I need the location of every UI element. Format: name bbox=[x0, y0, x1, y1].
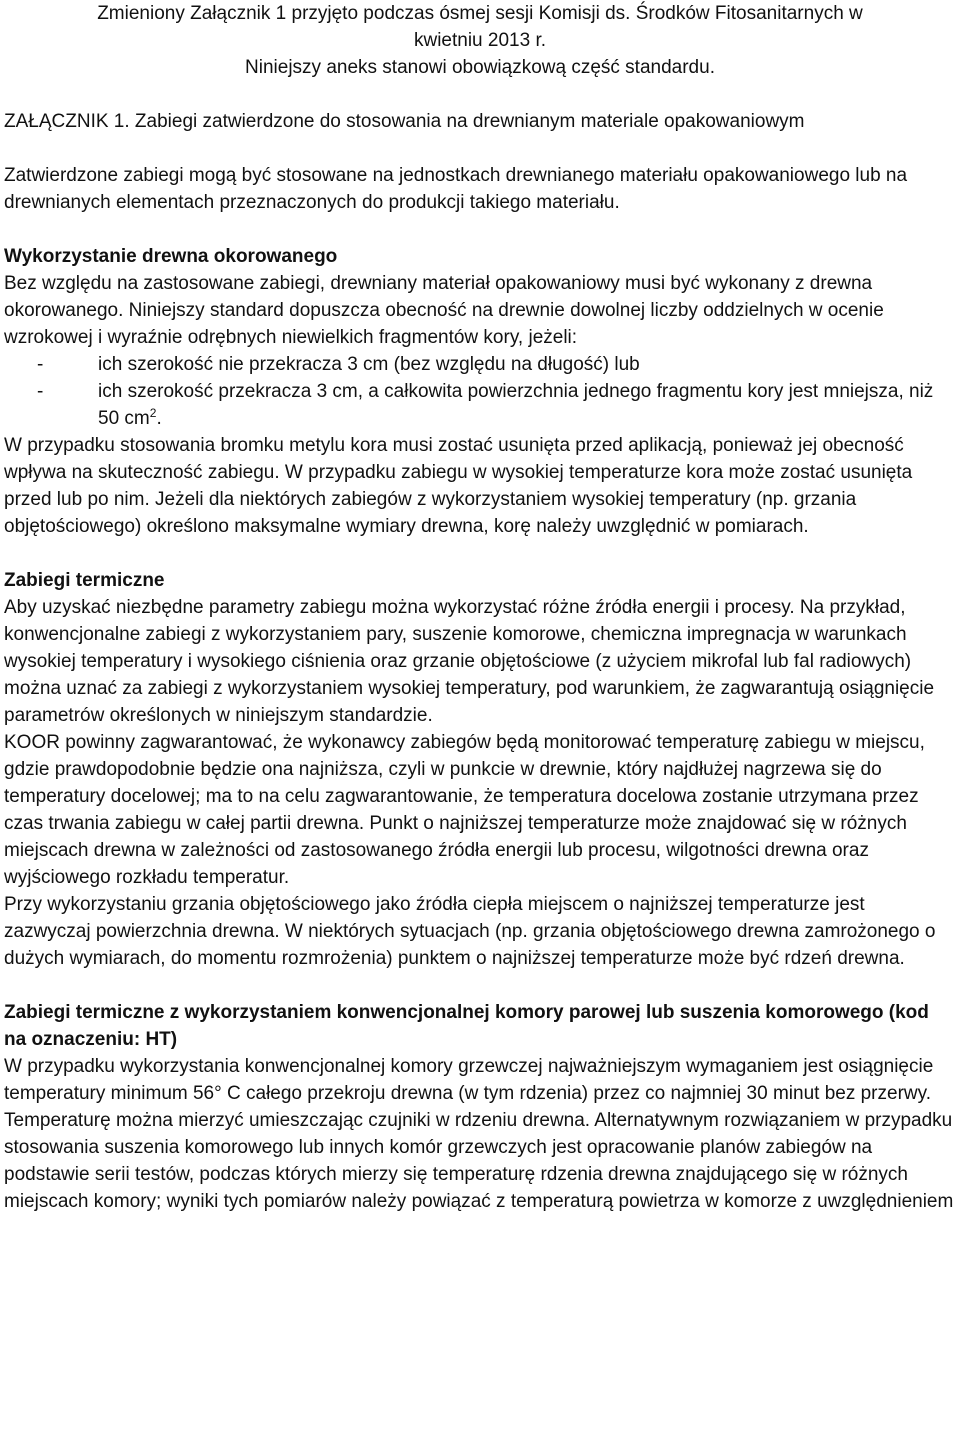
list-item bbox=[4, 351, 956, 378]
section-heading-debarked: Wykorzystanie drewna okorowanego bbox=[4, 246, 338, 267]
header-line-2: kwietniu 2013 r. bbox=[413, 30, 547, 51]
list-item-end: . bbox=[156, 408, 162, 429]
list-dash: - bbox=[37, 381, 44, 402]
intro-paragraph: Zatwierdzone zabiegi mogą być stosowane na jednostkach drewnianego materiału opakowaniowego lub na drewnianych elementach przeznaczonych do produkcji takiego materiału. bbox=[4, 165, 908, 213]
section-heading-ht: Zabiegi termiczne z wykorzystaniem konwencjonalnej komory parowej lub suszenia komorowego (kod na oznaczeniu: HT) bbox=[4, 1002, 929, 1050]
section-heading-heat: Zabiegi termiczne bbox=[4, 570, 165, 591]
ht-paragraph-2: Temperaturę można mierzyć umieszczając czujniki w rdzeniu drewna. Alternatywnym rozwiązaniem w przypadku stosowania suszenia komorowego lub innych komór grzewczych jest opracowanie planów zabiegów na podstawie serii testów, podczas których mierzy się temperaturę rdzenia drewna znajdującego się w różnych miejscach komory; wyniki tych pomiarów należy powiązać z temperaturą powietrza w komorze z uwzględnieniem bbox=[4, 1110, 954, 1212]
header-line-1: Zmieniony Załącznik 1 przyjęto podczas ósmej sesji Komisji ds. Środków Fitosanitarnych w bbox=[97, 3, 863, 24]
superscript: 2 bbox=[149, 406, 157, 420]
debarked-paragraph-1: Bez względu na zastosowane zabiegi, drewniany materiał opakowaniowy musi być wykonany z drewna okorowanego. Niniejszy standard dopuszcza obecność na drewnie dowolnej liczby oddzielnych w ocenie wzrokowej i wyraźnie odrębnych niewielkich fragmentów kory, jeżeli: bbox=[4, 273, 884, 348]
debarked-paragraph-2: W przypadku stosowania bromku metylu kora musi zostać usunięta przed aplikacją, ponieważ jej obecność wpływa na skuteczność zabiegu. W przypadku zabiegu w wysokiej temperaturze kora może zostać usunięta przed lub po nim. Jeżeli dla niektórych zabiegów z wykorzystaniem wysokiej temperatury (np. grzania objętościowego) określono maksymalne wymiary drewna, korę należy uwzględnić w pomiarach. bbox=[4, 435, 913, 537]
list-dash: - bbox=[37, 354, 44, 375]
list-item-text: ich szerokość przekracza 3 cm, a całkowita powierzchnia jednego fragmentu kory jest mniejsza, niż 50 cm bbox=[98, 381, 934, 429]
heat-paragraph-2: KOOR powinny zagwarantować, że wykonawcy zabiegów będą monitorować temperaturę zabiegu w miejscu, gdzie prawdopodobnie będzie ona najniższa, czyli w punkcie w drewnie, który najdłużej nagrzewa się do temperatury docelowej; ma to na celu zagwarantowanie, że temperatura docelowa zostanie utrzymana przez czas trwania zabiegu w całej partii drewna. Punkt o najniższej temperaturze może znajdować się w różnych miejscach drewna w zależności od zastosowanego źródła energii lub procesu, wilgotności drewna oraz wyjściowego rozkładu temperatur. bbox=[4, 732, 925, 888]
list-item-text: ich szerokość nie przekracza 3 cm (bez względu na długość) lub bbox=[98, 354, 640, 375]
header-line-3: Niniejszy aneks stanowi obowiązkową część standardu. bbox=[245, 57, 715, 78]
heat-paragraph-1: Aby uzyskać niezbędne parametry zabiegu można wykorzystać różne źródła energii i procesy. Na przykład, konwencjonalne zabiegi z wykorzystaniem pary, suszenie komorowe, chemiczna impregnacja w warunkach wysokiej temperatury i wysokiego ciśnienia oraz grzanie objętościowe (z użyciem mikrofal lub fal radiowych) można uznać za zabiegi z wykorzystaniem wysokiej temperatury, pod warunkiem, że zagwarantują osiągnięcie parametrów określonych w niniejszym standardzie. bbox=[4, 597, 935, 726]
list-item bbox=[4, 378, 956, 432]
heat-paragraph-3: Przy wykorzystaniu grzania objętościowego jako źródła ciepła miejscem o najniższej temperaturze jest zazwyczaj powierzchnia drewna. W niektórych sytuacjach (np. grzania objętościowego drewna zamrożonego o dużych wymiarach, do momentu rozmrożenia) punktem o najniższej temperaturze może być rdzeń drewna. bbox=[4, 894, 936, 969]
annex-title: ZAŁĄCZNIK 1. Zabiegi zatwierdzone do stosowania na drewnianym materiale opakowaniowym bbox=[4, 111, 805, 132]
ht-paragraph-1: W przypadku wykorzystania konwencjonalnej komory grzewczej najważniejszym wymaganiem jest osiągnięcie temperatury minimum 56° C całego przekroju drewna (w tym rdzenia) przez co najmniej 30 minut bez przerwy. bbox=[4, 1056, 934, 1104]
